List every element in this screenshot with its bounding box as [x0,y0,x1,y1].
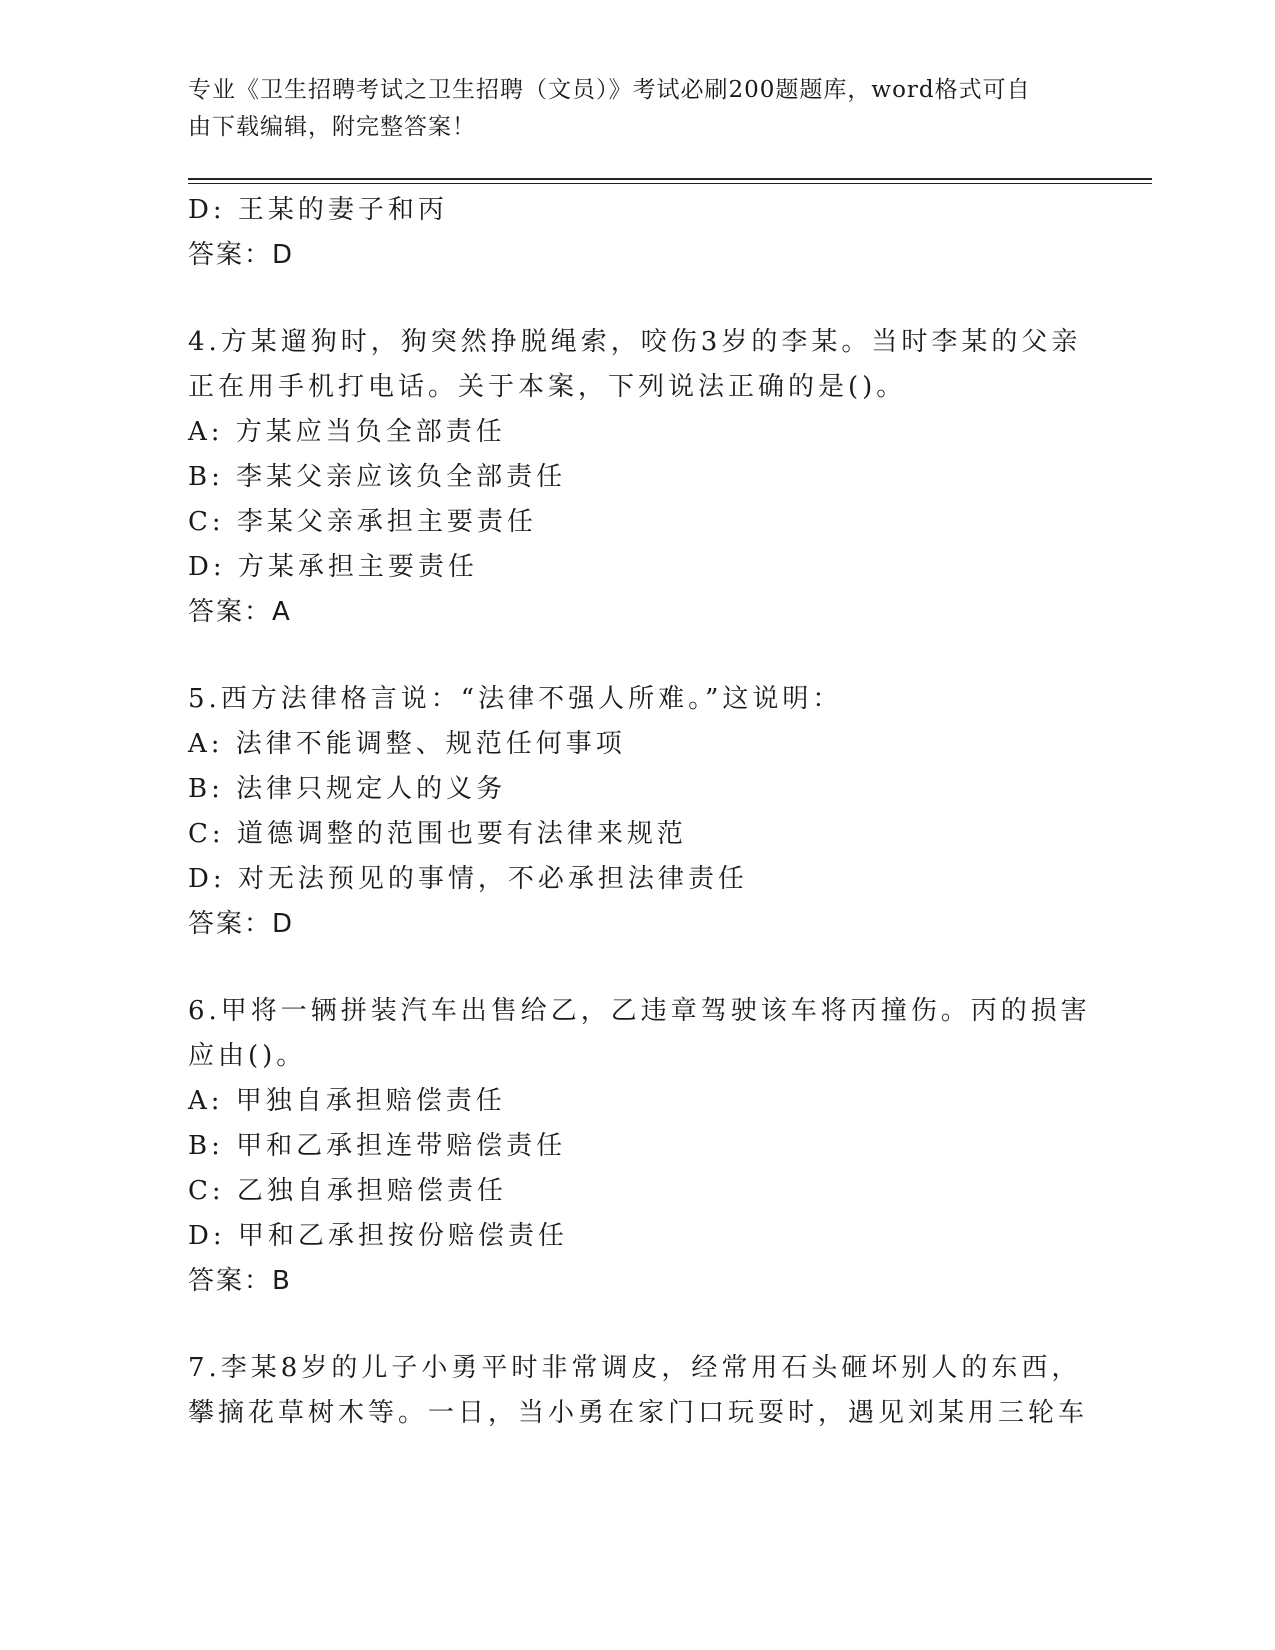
q3-option-d: D: 王某的妻子和丙 [188,195,448,225]
q4-stem-line-2: 正在用手机打电话。关于本案，下列说法正确的是()。 [188,372,907,402]
q4-option-a: A: 方某应当负全部责任 [188,417,506,447]
q4-option-c: C: 李某父亲承担主要责任 [188,507,537,537]
q6-stem-line-1: 6.甲将一辆拼装汽车出售给乙，乙违章驾驶该车将丙撞伤。丙的损害 [188,996,1091,1026]
header-line-1: 专业《卫生招聘考试之卫生招聘（文员）》考试必刷200题题库，word格式可自 [188,77,1031,103]
header-divider-thin [188,183,1152,184]
q7-stem-line-2: 攀摘花草树木等。一日，当小勇在家门口玩耍时，遇见刘某用三轮车 [188,1398,1089,1428]
q6-answer: 答案：B [188,1266,292,1296]
q6-option-d: D: 甲和乙承担按份赔偿责任 [188,1221,568,1251]
q7-stem-line-1: 7.李某8岁的儿子小勇平时非常调皮，经常用石头砸坏别人的东西， [188,1353,1082,1383]
q5-option-a: A: 法律不能调整、规范任何事项 [188,729,626,759]
q6-option-b: B: 甲和乙承担连带赔偿责任 [188,1131,567,1161]
q4-stem-line-1: 4.方某遛狗时，狗突然挣脱绳索，咬伤3岁的李某。当时李某的父亲 [188,327,1082,357]
q5-stem-line-1: 5.西方法律格言说：“法律不强人所难。”这说明： [188,684,843,714]
header-divider-thick [188,178,1152,180]
q4-option-b: B: 李某父亲应该负全部责任 [188,462,567,492]
q5-option-c: C: 道德调整的范围也要有法律来规范 [188,819,687,849]
q5-option-b: B: 法律只规定人的义务 [188,774,507,804]
q6-stem-line-2: 应由()。 [188,1041,307,1071]
q5-option-d: D: 对无法预见的事情，不必承担法律责任 [188,864,748,894]
document-header [188,72,1068,146]
q6-option-c: C: 乙独自承担赔偿责任 [188,1176,507,1206]
header-line-2: 由下载编辑，附完整答案！ [188,114,476,140]
q4-option-d: D: 方某承担主要责任 [188,552,478,582]
q4-answer: 答案：A [188,597,292,627]
q3-answer: 答案：D [188,240,295,270]
q5-answer: 答案：D [188,909,295,939]
q6-option-a: A: 甲独自承担赔偿责任 [188,1086,506,1116]
